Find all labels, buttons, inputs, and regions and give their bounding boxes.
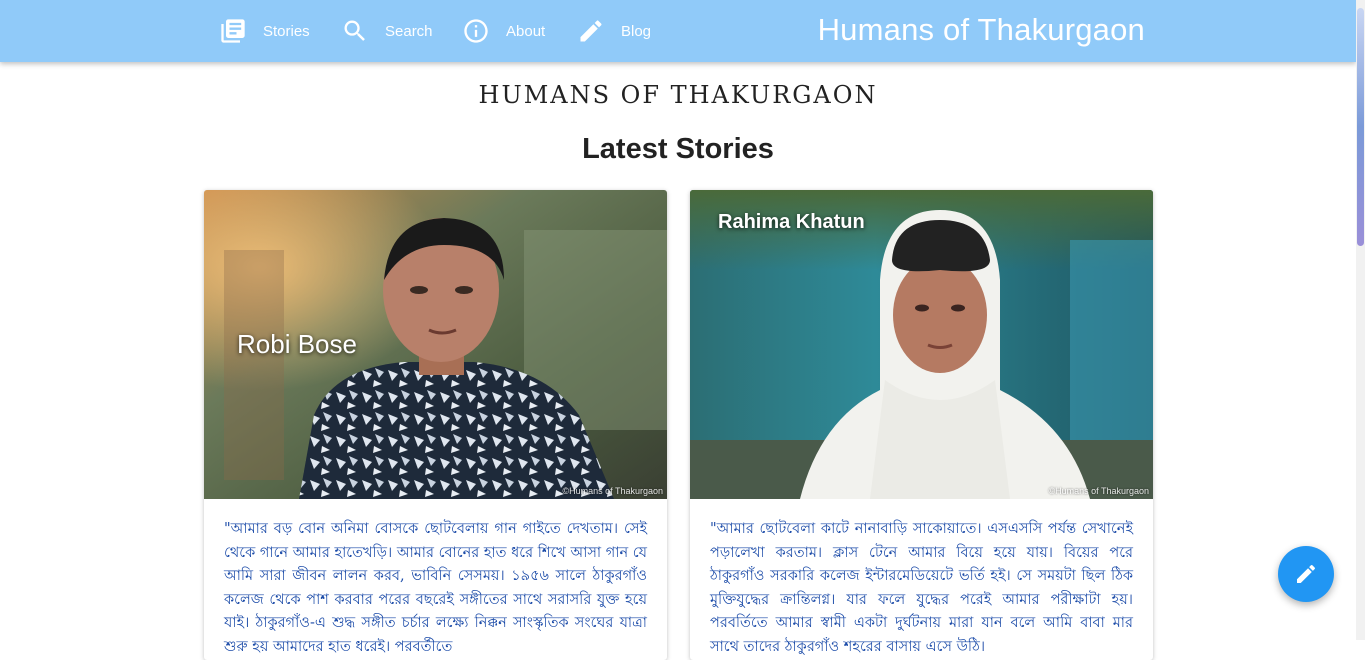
nav-stories-label: Stories: [263, 23, 310, 40]
site-title: HUMANS OF THAKURGAON: [478, 81, 878, 109]
write-story-fab[interactable]: [1278, 546, 1334, 602]
story-photo[interactable]: [690, 190, 1153, 499]
pencil-icon: [1294, 562, 1318, 586]
nav-about[interactable]: [462, 0, 545, 62]
nav-search-label: Search: [385, 23, 433, 40]
section-title: Latest Stories: [582, 133, 774, 165]
photo-watermark: ©Humans of Thakurgaon: [1048, 486, 1149, 496]
scrollbar-thumb[interactable]: [1357, 8, 1364, 246]
library-books-icon: [219, 17, 247, 45]
nav-blog-label: Blog: [621, 23, 652, 40]
nav-search[interactable]: [341, 0, 433, 62]
pencil-icon: [577, 17, 605, 45]
nav-blog[interactable]: [577, 0, 651, 62]
story-card[interactable]: [690, 190, 1153, 660]
person-name-overlay: Robi Bose: [237, 329, 357, 359]
portrait-image: [690, 190, 1153, 499]
story-text: "আমার বড় বোন অনিমা বোসকে ছোটবেলায় গান গাইতে দেখতাম। সেই থেকে গানে আমার হাতেখড়ি। আমার বোনের হাত ধরে শিখে আসা গান যে আমি সারা জীবন লালন করব, ভাবিনি সেসময়। ১৯৫৬ সালে ঠাকুরগাঁও কলেজ থেকে পাশ করবার পরের বছরেই সঙ্গীতের সাথে সরাসরি যুক্ত হয়ে যাই। ঠাকুরগাঁও-এ শুদ্ধ সঙ্গীত চর্চার লক্ষ্যে নিক্কন সাংস্কৃতিক সংঘের যাত্রা শুরু হয় আমাদের হাত ধরেই। পরবর্তীতে: [224, 521, 647, 655]
person-name-overlay: Rahima Khatun: [718, 211, 865, 233]
nav-stories[interactable]: [219, 0, 310, 62]
story-text: "আমার ছোটবেলা কাটে নানাবাড়ি সাকোয়াতে। এসএসসি পর্যন্ত সেখানেই পড়ালেখা করতাম। ক্লাস টেনে আমার বিয়ে হয়ে যায়। বিয়ের পরে ঠাকুরগাঁও সরকারি কলেজ ইন্টারমেডিয়েটে ভর্তি হই। সে সময়টা ছিল ঠিক মুক্তিযুদ্ধের ক্রান্তিলগ্ন। যার ফলে যুদ্ধের পরেই আমার পরীক্ষাটা হয়। পরবর্তিতে আমার স্বামী একটা দুর্ঘটনায় মারা যান বলে আমি বাবা মার সাথে তাদের ঠাকুরগাঁও শহরের বাসায় এসে উঠি।: [710, 521, 1133, 655]
brand-title[interactable]: Humans of Thakurgaon: [817, 12, 1145, 47]
search-icon: [341, 17, 369, 45]
top-navbar: [0, 0, 1356, 62]
story-card[interactable]: [204, 190, 667, 660]
scrollbar[interactable]: [1356, 0, 1365, 640]
nav-about-label: About: [506, 23, 546, 40]
photo-watermark: ©Humans of Thakurgaon: [562, 486, 663, 496]
info-icon: [462, 17, 490, 45]
story-photo[interactable]: [204, 190, 667, 499]
